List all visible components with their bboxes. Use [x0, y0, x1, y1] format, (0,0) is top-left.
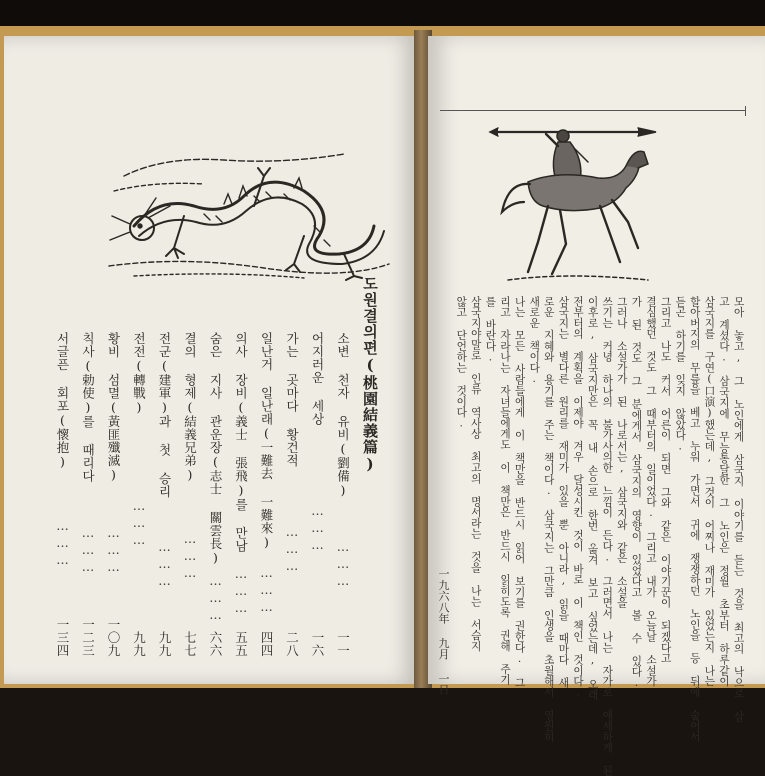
toc-item-title: 숨은 지사 관운장(志士 關雲長): [208, 332, 223, 566]
toc-item-page: 七七: [182, 631, 198, 657]
toc-item-page: 四四: [259, 631, 274, 657]
toc-leader-dots: ………: [131, 497, 147, 549]
toc-item-title: 칙사(勅使)를 때리다: [80, 332, 96, 483]
toc-leader-dots: ………: [310, 502, 325, 554]
preface-line: 듣곤 하기를 잊지 않았다.: [674, 296, 687, 453]
preface-date: 一九六八年 九月 一日: [437, 568, 450, 696]
toc-leader-dots: ………: [284, 523, 300, 575]
toc-item-page: 九九: [157, 631, 172, 657]
toc-item[interactable]: [158, 332, 171, 657]
horseman-with-spear-illustration: [488, 122, 658, 287]
left-page: [4, 36, 419, 684]
preface-line: 그러나 소설가가 된 나로서는, 삼국지와 같은 소설을: [615, 296, 628, 609]
preface-line: 모아 놓고, 그 노인에게 삼국지 이야기를 듣는 것을 최고의 낙으로 삼: [732, 296, 745, 722]
preface-line: 가 된 것도 그 분에게서 삼국지의 영향이 있었다고 볼 수 있다.: [630, 296, 643, 690]
toc-item-page: 一一: [335, 631, 351, 657]
toc-item[interactable]: [107, 332, 120, 657]
preface-line: 고 계셨다. 삼국지에 무능통달한 그 노인은 정월 초부터 하루같이: [717, 296, 730, 687]
preface-line: 삼국지를 구연(口演)했는데, 그것이 어찌나 재미가 있었는지 나는: [703, 296, 716, 687]
preface-line: 새로운 책이다.: [528, 296, 541, 386]
toc-item-page: 一三四: [55, 618, 70, 657]
preface-line: 나는 모든 사람들에게 이 책만을 반드시 읽어 보기를 권한다. 그: [513, 296, 526, 688]
toc-item[interactable]: [285, 332, 298, 657]
toc-item[interactable]: [311, 332, 324, 657]
toc-item[interactable]: [234, 332, 247, 657]
toc-item-page: 九九: [131, 631, 147, 657]
toc-item-title: 어지러운 세상: [310, 332, 325, 426]
toc-item-title: 의사 장비(義士 張飛)를 만남: [233, 332, 249, 553]
toc-item-title: 결의 형제(結義兄弟): [182, 332, 198, 483]
dragon-illustration: [104, 136, 394, 286]
toc-item-page: 五五: [233, 631, 249, 657]
background-top: [0, 0, 765, 28]
preface-line: 를 바란다.: [484, 296, 497, 364]
toc-item[interactable]: [81, 332, 94, 657]
toc-item-title: 전전(轉戰): [131, 332, 147, 415]
toc-item-title: 가는 곳마다 황건적: [284, 332, 300, 467]
toc-item-page: 一六: [310, 631, 325, 657]
toc-item-page: 一二三: [80, 618, 96, 657]
toc-item[interactable]: [209, 332, 222, 657]
toc-item-title: 전군(建軍)과 첫 승리: [157, 332, 172, 498]
toc-leader-dots: ………: [157, 539, 172, 590]
preface-line: 전부터의 계획을 이제야 겨우 달성시킨 것이 바로 이 책인 것이다.: [571, 296, 584, 699]
preface-line: 결심했던 것도 그 때부터의 일이었다. 그리고 내가 오늘날 소설가: [644, 296, 657, 687]
preface-line: 이후로, 삼국지만은 꼭 내 손으로 한번 옮겨 보고 싶었는데, 오래: [586, 296, 599, 701]
preface-line: 않고 단언하는 것이다.: [455, 296, 468, 430]
toc-leader-dots: ………: [106, 524, 121, 576]
toc-item[interactable]: [260, 332, 273, 657]
toc-item-title: 서글픈 회포(懷抱): [55, 332, 70, 470]
preface-line: 삼국지는 별다른 원리를 재미가 있을 뿐 아니라, 읽을 때마다 새: [557, 296, 570, 688]
preface-line: 그리고 나도 커서 어른이 되면 그와 같은 이야기꾼이 되겠다고: [659, 296, 672, 664]
toc-leader-dots: ………: [55, 518, 70, 570]
toc-item[interactable]: [183, 332, 196, 657]
toc-leader-dots: ………: [335, 539, 351, 590]
preface-line: 쓰기는 커녕 하나의 불가사의한 느낌이 든다. 그러면서 나는 자가로 얘세하게 된: [601, 296, 614, 776]
toc-item[interactable]: [336, 332, 349, 657]
toc-item-title: 일난거 일난래(一難去 一難來): [259, 332, 274, 550]
toc-leader-dots: ………: [233, 566, 249, 618]
toc-item-page: 六六: [208, 631, 223, 657]
right-page: [428, 36, 765, 776]
toc-item[interactable]: [132, 332, 145, 657]
toc-item-page: 二八: [284, 631, 300, 657]
toc-title: 도원결의편(桃園結義篇): [361, 276, 379, 474]
toc-leader-dots: ………: [182, 531, 198, 583]
preface-line: 리고 자라나는 자녀들에게도 이 책만은 반드시 읽히도록 권해 주기: [498, 296, 511, 686]
toc-item-title: 소변 천자 유비(劉備): [335, 332, 351, 498]
toc-leader-dots: ………: [80, 524, 96, 576]
toc-leader-dots: ………: [259, 565, 274, 616]
toc-item-title: 황비 섬멸(黃匪殲滅): [106, 332, 121, 483]
header-rule: [440, 110, 745, 111]
preface-line: 로운 지혜와 용기를 주는 책이다. 삼국지는 그만큼 인생을 초월해서 영원히: [542, 296, 555, 742]
toc-leader-dots: ………: [208, 572, 223, 624]
preface-line: 삼국지야말로 인류 역사상 최고의 명서라는 것을 나는 서슴지: [469, 296, 482, 652]
toc-item-page: 一〇九: [106, 618, 121, 657]
header-rule-end: [745, 106, 746, 116]
preface-line: 할아버지의 무릎을 베고 누워 가면서 귀에 쟁쟁하던 노인을 등 뒤에 숨어서: [688, 296, 701, 742]
toc-item[interactable]: [56, 332, 69, 657]
